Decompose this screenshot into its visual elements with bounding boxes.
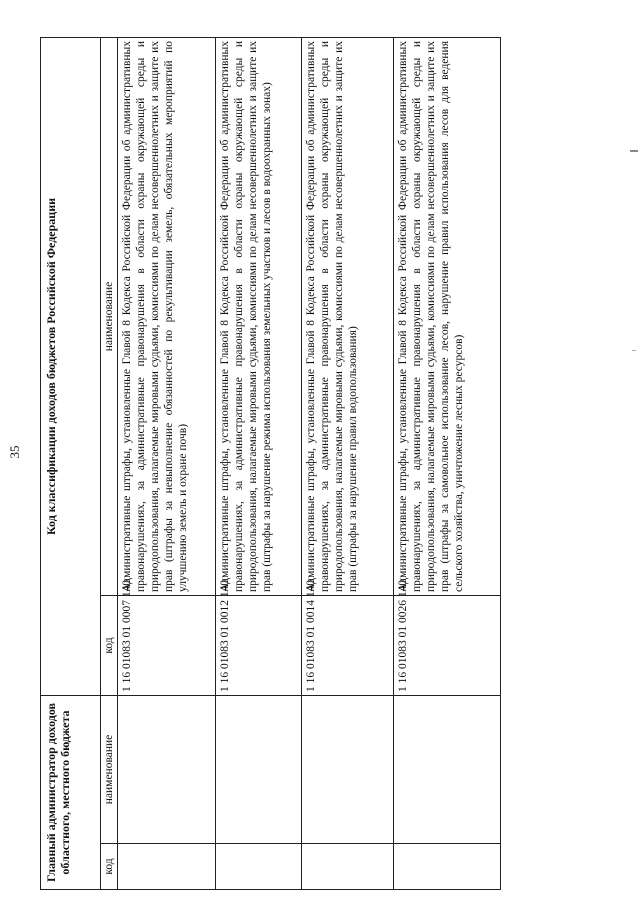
admin-code-cell — [216, 844, 302, 890]
classification-name-cell: Административные штрафы, установленные Главой 8 Кодекса Российской Федерации об административных правонарушениях, за административные правонарушения в области охраны окружающей среды и природопользования, налагаемые мировыми судьями, комиссиями по делам несовершеннолетних и защите их прав (штрафы за самовольное использование лесов, нарушение правил использования лесов для ведения сельского хозяйства, уничтожение лесных ресурсов) — [394, 38, 501, 596]
revenue-classification-table — [40, 37, 501, 890]
admin-name-header: наименование — [101, 696, 118, 844]
table-header-row — [41, 38, 101, 890]
classification-name-cell: Административные штрафы, установленные Главой 8 Кодекса Российской Федерации об административных правонарушениях, за административные правонарушения в области охраны окружающей среды и природопользования, налагаемые мировыми судьями, комиссиями по делам несовершеннолетних и защите их прав (штрафы за нарушение режима использования земельных участков и лесов в водоохранных зонах) — [216, 38, 302, 596]
classification-code-cell: 1 16 01083 01 0012 140 — [216, 596, 302, 696]
class-code-header: код — [101, 596, 118, 696]
admin-code-header: код — [101, 844, 118, 890]
classification-name-cell: Административные штрафы, установленные Главой 8 Кодекса Российской Федерации об административных правонарушениях, за административные правонарушения в области охраны окружающей среды и природопользования, налагаемые мировыми судьями, комиссиями по делам несовершеннолетних и защите их прав (штрафы за нарушение правил водопользования) — [302, 38, 394, 596]
admin-code-cell — [118, 844, 216, 890]
admin-name-cell — [302, 696, 394, 844]
classification-code-cell: 1 16 01083 01 0026 140 — [394, 596, 501, 696]
classification-group-header: Код классификации доходов бюджетов Российской Федерации — [41, 38, 101, 696]
table-row — [216, 38, 302, 890]
admin-name-cell — [118, 696, 216, 844]
classification-code-cell: 1 16 01083 01 0014 140 — [302, 596, 394, 696]
table-subheader-row — [101, 38, 118, 890]
rotated-table-container — [40, 38, 500, 890]
page-number-text: 35 — [7, 445, 22, 459]
table-row — [302, 38, 394, 890]
admin-code-cell — [302, 844, 394, 890]
classification-name-cell: Административные штрафы, установленные Главой 8 Кодекса Российской Федерации об административных правонарушениях, за административные правонарушения в области охраны окружающей среды и природопользования, налагаемые мировыми судьями, комиссиями по делам несовершеннолетних и защите их прав (штрафы за невыполнение обязанностей по рекультивации земель, обязательных мероприятий по улучшению земель и охране почв) — [118, 38, 216, 596]
scan-edge-mark — [630, 150, 638, 152]
table-row — [394, 38, 501, 890]
scan-edge-mark — [632, 350, 636, 351]
document-sheet — [40, 38, 500, 890]
admin-group-header: Главный администратор доходов областного, местного бюджета — [41, 696, 101, 890]
classification-code-cell: 1 16 01083 01 0007 140 — [118, 596, 216, 696]
admin-name-cell — [216, 696, 302, 844]
class-name-header: наименование — [101, 38, 118, 596]
admin-name-cell — [394, 696, 501, 844]
table-row — [118, 38, 216, 890]
admin-code-cell — [394, 844, 501, 890]
